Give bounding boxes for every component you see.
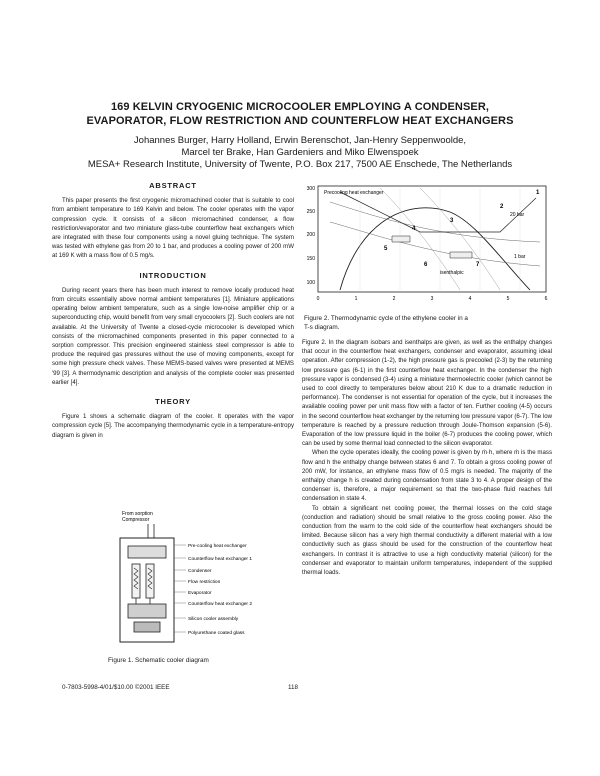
left-column [52,181,294,440]
fig2-ytick-100: 100 [306,280,315,286]
theory-text: Figure 1 shows a schematic diagram of the cooler. It operates with the vapor compression cycle [5]. The accompanying thermodynamic cycle in a temperature-entropy diagram is given in [52,413,294,439]
figure-2-ts-diagram [300,178,554,310]
author-block [60,135,540,171]
fig2-point-4: 4 [412,226,416,232]
title-line-1: 169 KELVIN CRYOGENIC MICROCOOLER EMPLOYING A CONDENSER, [110,101,490,113]
fig2-point-2: 2 [500,204,504,210]
page-number: 118 [288,684,299,691]
footer-copyright: 0-7803-5998-4/01/$10.00 ©2001 IEEE [62,684,170,691]
fig2-xtick-3: 3 [430,296,434,302]
fig2-xtick-4: 4 [468,296,472,302]
fig2-annotation-20bar: 20 bar [510,212,525,218]
right-paragraph-2: When the cycle operates ideally, the cooling power is given by ṁ·h, where ṁ is the mass flow and h the enthalpy change between states 6 and 7. To obtain a gross cooling power of 200 mW, for instance, an ethylene mass flow of 0.5 mg/s is needed. The majority of the enthalpy change h is created during condensation from state 3 to 4. A proper design of the condenser is, therefore, a major requirement so that the two-phase fluid reaches full condensation in state 4. [302,449,552,503]
fig2-ytick-200: 200 [306,232,315,238]
affiliation-line: MESA+ Research Institute, University of Twente, P.O. Box 217, 7500 AE Enschede, The Netherlands [87,159,513,170]
fig2-point-7: 7 [476,262,480,268]
fig1-top-label-b: Compressor [122,517,150,523]
abstract-text: This paper presents the first cryogenic micromachined cooler that is suitable to cool from ambient temperature to 169 Kelvin and below. The cooler operates with the vapor compression cycle. It consists of a silicon micromachined condenser, a flow restriction/evaporator and two miniature glass-tube counterflow heat exchangers which are integrated with these four components using a novel gluing technique. The system was tested with ethylene gas from 20 to 1 bar, and produces a cooling power of 200 mW at 169 K with a mass flow of 0.5 mg/s. [52,197,294,260]
author-line-1: Johannes Burger, Harry Holland, Erwin Berenschot, Jan-Henry Seppenwoolde, [133,135,467,146]
fig2-annotation-1bar: 1 bar [514,254,526,260]
fig2-point-5: 5 [384,246,388,252]
fig1-label-precooling: Pre-cooling heat exchanger [188,544,247,549]
fig2-xtick-5: 5 [506,296,510,302]
fig2-annotation-precooling: Precooling heat exchanger [324,190,384,196]
right-paragraph-3: To obtain a significant net cooling power, the thermal losses on the cold stage (conduction and radiation) should be small relative to the gross cooling power. Also the conduction from the warm to the cold side of the counterflow heat exchangers should be limited. Because silicon has a very high thermal conductivity a different material with a low conductivity such as glass should be used for the construction of the counterflow heat exchangers. In contrast it is attractive to use a high conductivity material (silicon) for the condenser and evaporator to maintain uniform temperatures, independent of the supplied thermal loads. [302,504,552,577]
fig1-label-flow-restriction: Flow restriction [188,580,221,585]
fig2-xtick-2: 2 [392,296,396,302]
fig2-saturation-dome [340,208,530,290]
author-line-2: Marcel ter Brake, Han Gardeniers and Miko Elwenspoek [181,147,419,158]
fig1-label-evaporator: Evaporator [188,591,212,596]
fig2-ytick-250: 250 [306,209,315,215]
right-column [302,338,552,577]
fig2-point-6: 6 [424,262,428,268]
fig2-xtick-6: 6 [544,296,548,302]
fig1-top-label-a: From sorption [122,511,153,517]
fig2-annotation-isenthalpic: isenthalpic [440,270,464,276]
fig1-label-condenser: Condenser [188,569,212,574]
figure-1-caption: Figure 1. Schematic cooler diagram [108,657,209,664]
paper-title [60,100,540,128]
figure-2-caption-line-2: T-s diagram. [304,324,340,331]
fig2-point-1: 1 [536,190,540,196]
fig2-plot-frame [318,186,546,292]
introduction-heading: INTRODUCTION [139,270,207,280]
fig2-xtick-1: 1 [354,296,358,302]
right-paragraph-1: Figure 2. In the diagram isobars and isenthalps are given, as well as the enthalpy changes that occur in the counterflow heat exchangers, condenser and evaporator, assuming ideal operation. After compression (1-2), the high pressure gas is precooled (2-3) by the returning low pressure gas (6-1) in the first counterflow heat exchanger. In the condenser the high pressure vapor is condensed (3-4) using a miniature thermoelectric cooler (which cannot be used to cool directly to temperatures below about 210 K due to a dramatic reduction in performance). The condenser is not essential for operation of the cycle, but it increases the available cooling power per unit mass flow with a factor of ten. Further cooling (4-5) occurs in the second counterflow heat exchanger by the returning low pressure vapor (6-7). The low temperature is reached by a pressure reduction through Joule-Thomson expansion (5-6). Evaporation of the low pressure liquid in the boiler (6-7) produces the cooling power, which can be used by some thermal load connected to the silicon evaporator. [302,339,552,448]
title-line-2: EVAPORATOR, FLOW RESTRICTION AND COUNTERFLOW HEAT EXCHANGERS [86,115,514,127]
fig2-xtick-0: 0 [316,296,320,302]
fig1-label-glass: Polyurethane coated glass [188,631,245,636]
figure-2-caption [304,314,550,332]
figure-1-schematic [98,508,298,654]
theory-heading: THEORY [155,397,191,407]
introduction-text: During recent years there has been much interest to remove locally produced heat from circuits essentially above normal ambient temperatures [1]. Miniature applications operating below ambient temperature, such as a single low-noise amplifier chip or a superconducting chip, would benefit from very small cryocoolers [2]. Such coolers are not available. At the University of Twente a closed-cycle microcooler is developed which consists of the micromachined components presented in this paper connected to a sorption compressor. This precision engineered stainless steel compressor is able to produce the required gas pressures without the use of moving components, except for some high pressure check valves. These MEMS-based valves were presented at MEMS '99 [3]. A thermodynamic description and analysis of the complete cooler was presented earlier [4]. [52,286,294,386]
abstract-heading: ABSTRACT [149,181,197,190]
fig1-label-counterflow-2: Counterflow heat exchanger 2 [188,602,252,607]
fig2-ytick-300: 300 [306,186,315,192]
fig1-label-silicon-assembly: Silicon cooler assembly [188,617,239,622]
fig1-label-counterflow-1: Counterflow heat exchanger 1 [188,557,252,562]
figure-2-caption-line-1: Figure 2. Thermodynamic cycle of the ethylene cooler in a [304,315,468,322]
fig2-ytick-150: 150 [306,256,315,262]
fig2-point-3: 3 [450,218,454,224]
